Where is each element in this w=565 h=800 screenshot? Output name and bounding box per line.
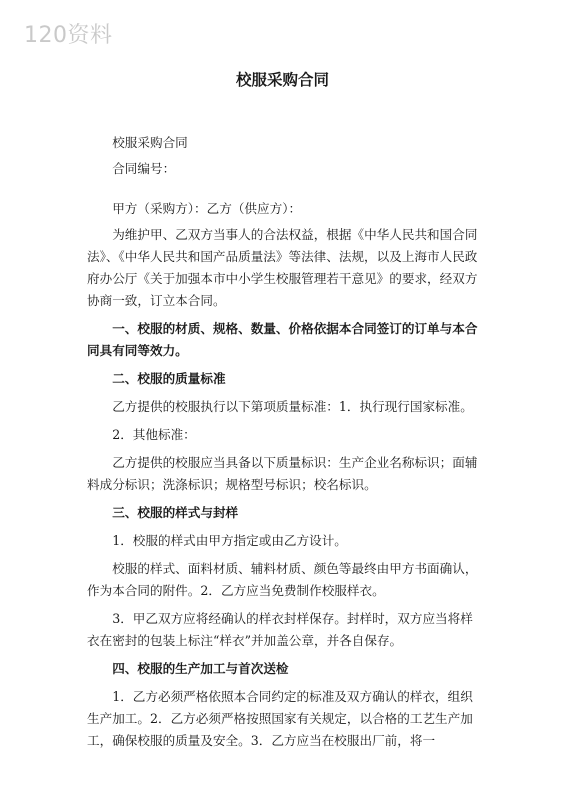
paragraph-quality-standard: 乙方提供的校服执行以下第项质量标准：1．执行现行国家标准。 — [112, 399, 473, 414]
paragraph-style-confirmation: 校服的样式、面料材质、辅料材质、颜色等最终由甲方书面确认，作为本合同的附件。2．乙方应当免费制作校服样衣。 — [87, 561, 478, 598]
section-heading-3: 三、校服的样式与封样 — [112, 505, 239, 520]
watermark-logo: 120资料 — [24, 23, 113, 48]
paragraph-other-standards: 2．其他标准： — [112, 427, 196, 442]
paragraph-production: 1．乙方必须严格依照本合同约定的标准及双方确认的样衣，组织生产加工。2．乙方必须严格按照国家有关规定，以合格的工艺生产加工，确保校服的质量及安全。3．乙方应当在校服出厂前，将一 — [87, 689, 473, 748]
document-body — [87, 130, 482, 752]
section-heading-4: 四、校服的生产加工与首次送检 — [112, 661, 289, 676]
paragraph-parties: 甲方（采购方）：乙方（供应方）： — [112, 201, 302, 216]
paragraph-sample-sealing: 3．甲乙双方应将经确认的样衣封样保存。封样时，双方应当将样衣在密封的包装上标注“样衣”并加盖公章，并各自保存。 — [87, 611, 473, 648]
paragraph-contract-name: 校服采购合同 — [112, 135, 188, 150]
paragraph-quality-labels: 乙方提供的校服应当具备以下质量标识：生产企业名称标识；面辅料成分标识；洗涤标识；规格型号标识；校名标识。 — [87, 455, 478, 492]
paragraph-preamble: 为维护甲、乙双方当事人的合法权益，根据《中华人民共和国合同法》、《中华人民共和国产品质量法》等法律、法规，以及上海市人民政府办公厅《关于加强本市中小学生校服管理若干意见》的要求，经双方协商一致，订立本合同。 — [87, 227, 478, 308]
section-heading-1: 一、校服的材质、规格、数量、价格依据本合同签订的订单与本合同具有同等效力。 — [87, 321, 478, 358]
paragraph-contract-number: 合同编号： — [112, 161, 176, 176]
section-heading-2: 二、校服的质量标准 — [112, 371, 226, 386]
paragraph-style-designation: 1．校服的样式由甲方指定或由乙方设计。 — [112, 533, 347, 548]
document-title: 校服采购合同 — [235, 71, 329, 89]
